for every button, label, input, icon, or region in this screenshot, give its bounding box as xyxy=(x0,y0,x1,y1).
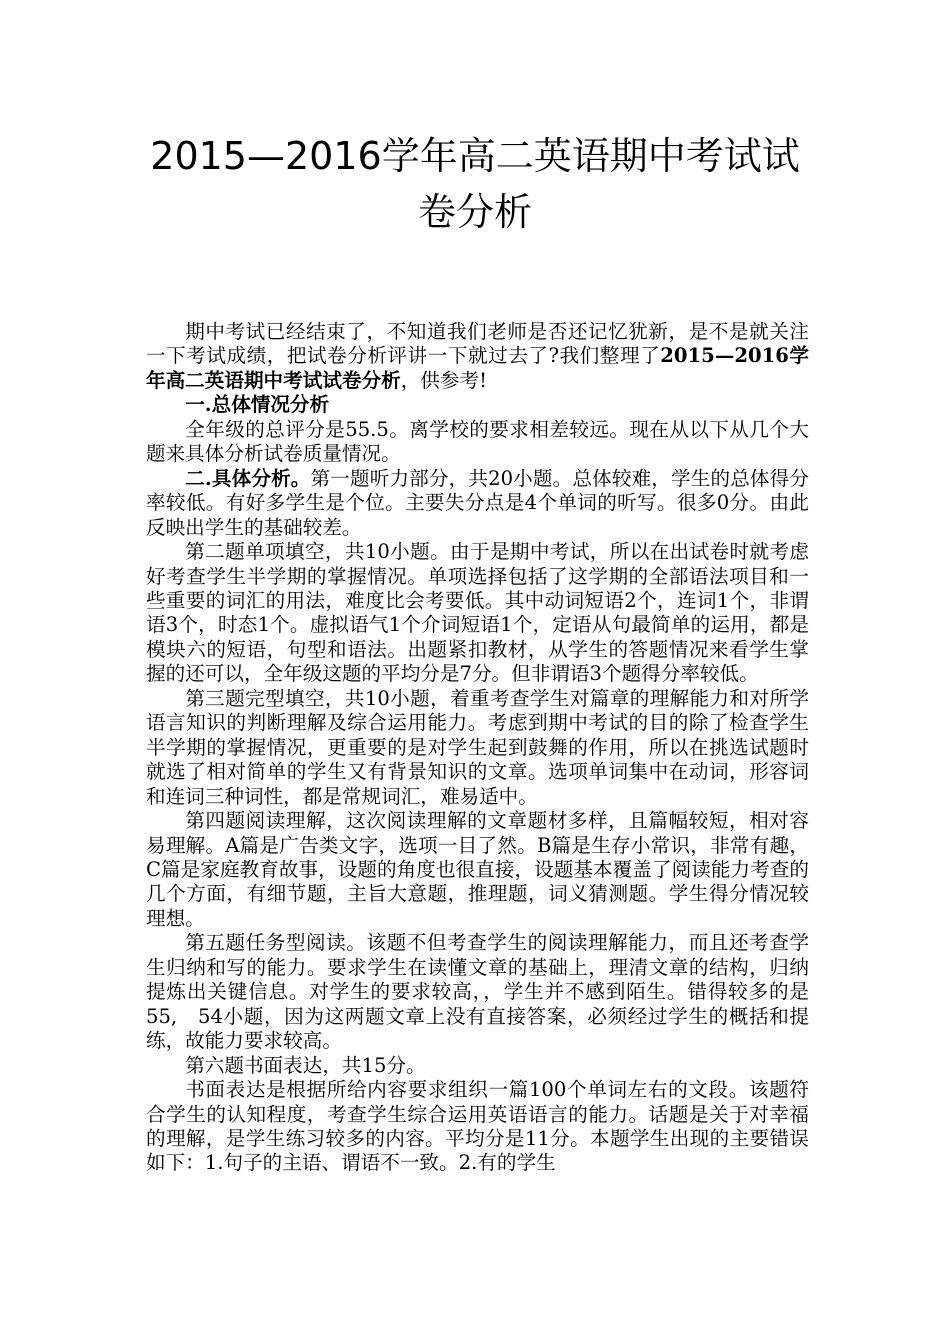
paragraph-writing: 书面表达是根据所给内容要求组织一篇100个单词左右的文段。该题符合学生的认知程度，考查学生综合运用英语语言的能力。话题是关于对幸福的理解，是学生练习较多的内容。平均分是11分。本题学生出现的主要错误如下：1.句子的主语、谓语不一致。2.有的学生 xyxy=(146,1078,809,1175)
section2-paragraph xyxy=(146,467,809,540)
section1-heading: 一.总体情况分析 xyxy=(185,393,330,417)
paragraph-question3: 第三题完型填空，共10小题，着重考查学生对篇章的理解能力和对所学语言知识的判断理解及综合运用能力。考虑到期中考试的目的除了检查学生半学期的掌握情况，更重要的是对学生起到鼓舞的作用，所以在挑选试题时就选了相对简单的学生又有背景知识的文章。选项单词集中在动词，形容词和连词三种词性，都是常规词汇，难易适中。 xyxy=(146,686,809,808)
paragraph-question6: 第六题书面表达，共15分。 xyxy=(185,1053,426,1077)
paragraph-question4: 第四题阅读理解，这次阅读理解的文章题材多样，且篇幅较短，相对容易理解。A篇是广告类文字，选项一目了然。B篇是生存小常识，非常有趣，C篇是家庭教育故事，设题的角度也很直接，设题基本覆盖了阅读能力考查的几个方面，有细节题，主旨大意题，推理题，词义猜测题。学生得分情况较理想。 xyxy=(146,809,809,930)
section2-heading: 二.具体分析。 xyxy=(185,466,311,490)
section2-text: 第一题听力部分，共20小题。总体较难，学生的总体得分率较低。有好多学生是个位。主要失分点是4个单词的听写。很多0分。由此反映出学生的基础较差。 xyxy=(146,466,809,539)
intro-bold-title: 2015—2016学年高二英语期中考试试卷分析 xyxy=(146,344,809,392)
document-body xyxy=(146,320,809,1176)
section1-paragraph: 全年级的总评分是55.5。离学校的要求相差较远。现在从以下从几个大题来具体分析试卷质量情况。 xyxy=(146,417,809,466)
intro-paragraph xyxy=(146,320,809,393)
intro-text: 期中考试已经结束了，不知道我们老师是否还记忆犹新，是不是就关注一下考试成绩，把试卷分析评讲一下就过去了?我们整理了 xyxy=(146,320,809,368)
paragraph-question2: 第二题单项填空，共10小题。由于是期中考试，所以在出试卷时就考虑好考查学生半学期的掌握情况。单项选择包括了这学期的全部语法项目和一些重要的词汇的用法，难度比会考要低。其中动词短语2个，连词1个，非谓语3个，时态1个。虚拟语气1个介词短语1个，定语从句最简单的运用，都是模块六的短语，句型和语法。出题紧扣教材，从学生的答题情况来看学生掌握的还可以，全年级这题的平均分是7分。但非谓语3个题得分率较低。 xyxy=(146,540,809,686)
intro-text-end: ，供参考! xyxy=(400,368,487,392)
document-title: 2015—2016学年高二英语期中考试试卷分析 xyxy=(150,134,800,234)
paragraph-question5: 第五题任务型阅读。该题不但考查学生的阅读理解能力，而且还考查学生归纳和写的能力。要求学生在读懂文章的基础上，理清文章的结构，归纳提炼出关键信息。对学生的要求较高，，学生并不感到陌生。错得较多的是55, 54小题，因为这两题文章上没有直接答案，必须经过学生的概括和提练，故能力要求较高。 xyxy=(146,931,809,1053)
